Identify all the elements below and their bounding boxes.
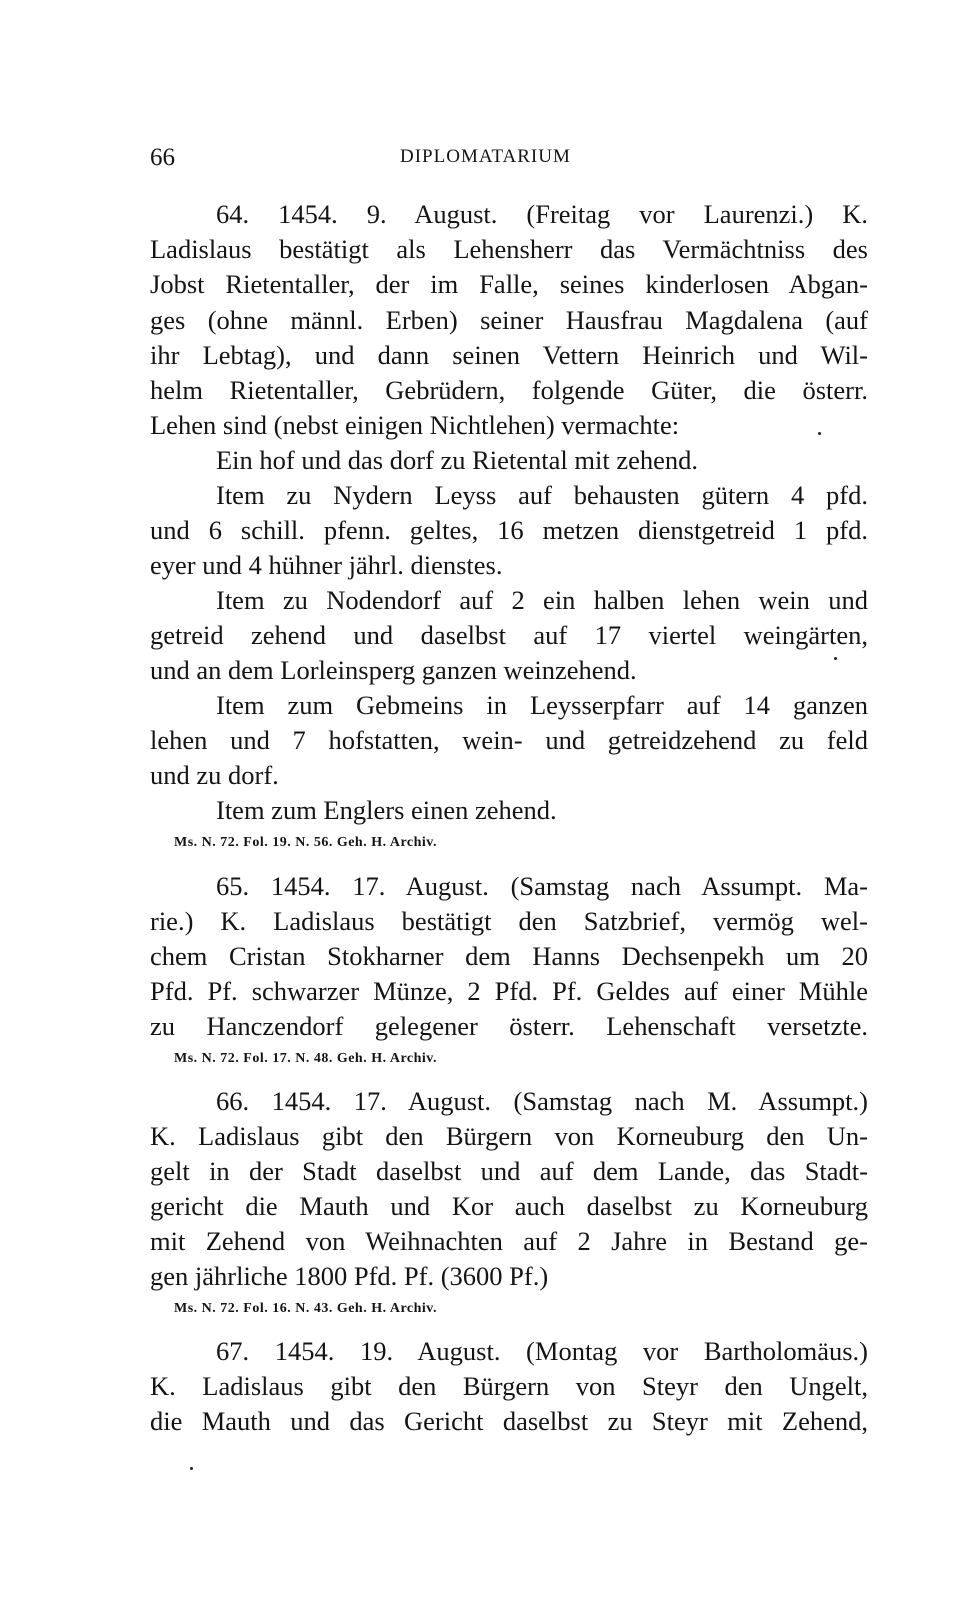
text-line: und an dem Lorleinsperg ganzen weinzehend. — [150, 655, 637, 685]
text-line: getreid zehend und daselbst auf 17 viertel weingärten, — [150, 620, 868, 650]
source-citation: Ms. N. 72. Fol. 16. N. 43. Geh. H. Archiv. — [174, 1301, 438, 1316]
text-line: gelt in der Stadt daselbst und auf dem Lande, das Stadt- — [150, 1156, 868, 1186]
text-line: ihr Lebtag), und dann seinen Vettern Heinrich und Wil- — [150, 340, 868, 370]
text-line: gen jährliche 1800 Pfd. Pf. (3600 Pf.) — [150, 1261, 549, 1291]
page-number: 66 — [150, 144, 175, 171]
text-line: zu Hanczendorf gelegener österr. Lehenschaft versetzte. — [150, 1011, 868, 1041]
text-line: und 6 schill. pfenn. geltes, 16 metzen dienstgetreid 1 pfd. — [150, 515, 868, 545]
text-line: 67. 1454. 19. August. (Montag vor Bartholomäus.) — [216, 1336, 868, 1366]
text-line: Pfd. Pf. schwarzer Münze, 2 Pfd. Pf. Geldes auf einer Mühle — [150, 976, 868, 1006]
source-citation: Ms. N. 72. Fol. 19. N. 56. Geh. H. Archiv. — [174, 835, 438, 850]
text-line: gericht die Mauth und Kor auch daselbst zu Korneuburg — [150, 1191, 868, 1221]
text-line: Ein hof und das dorf zu Rietental mit zehend. — [216, 445, 699, 475]
text-line: 65. 1454. 17. August. (Samstag nach Assumpt. Ma- — [216, 871, 868, 901]
text-line: ges (ohne männl. Erben) seiner Hausfrau Magdalena (auf — [150, 305, 868, 335]
text-line: Item zu Nydern Leyss auf behausten gütern 4 pfd. — [216, 480, 868, 510]
text-line: rie.) K. Ladislaus bestätigt den Satzbrief, vermög wel- — [150, 906, 868, 936]
text-line: Ladislaus bestätigt als Lehensherr das Vermächtniss des — [150, 234, 868, 264]
text-line: mit Zehend von Weihnachten auf 2 Jahre in Bestand ge- — [150, 1226, 868, 1256]
text-line: lehen und 7 hofstatten, wein- und getreidzehend zu feld — [150, 725, 868, 755]
text-line: 64. 1454. 9. August. (Freitag vor Laurenzi.) K. — [216, 199, 868, 229]
text-line: K. Ladislaus gibt den Bürgern von Steyr den Ungelt, — [150, 1371, 868, 1401]
scan-speck — [190, 1467, 193, 1470]
text-line: Item zum Englers einen zehend. — [216, 795, 557, 825]
text-line: chem Cristan Stokharner dem Hanns Dechsenpekh um 20 — [150, 941, 868, 971]
text-line: die Mauth und das Gericht daselbst zu Steyr mit Zehend, — [150, 1406, 868, 1436]
page-header — [150, 144, 868, 178]
text-line: eyer und 4 hühner jährl. dienstes. — [150, 550, 503, 580]
running-title: DIPLOMATARIUM — [400, 146, 571, 167]
scan-speck — [834, 657, 837, 660]
text-line: helm Rietentaller, Gebrüdern, folgende Güter, die österr. — [150, 375, 868, 405]
text-line: Item zum Gebmeins in Leysserpfarr auf 14 ganzen — [216, 690, 868, 720]
text-line: Lehen sind (nebst einigen Nichtlehen) vermachte: — [150, 410, 680, 440]
scan-speck — [818, 432, 821, 435]
text-line: 66. 1454. 17. August. (Samstag nach M. Assumpt.) — [216, 1086, 868, 1116]
text-line: und zu dorf. — [150, 760, 279, 790]
text-line: K. Ladislaus gibt den Bürgern von Korneuburg den Un- — [150, 1121, 868, 1151]
text-line: Item zu Nodendorf auf 2 ein halben lehen wein und — [216, 585, 868, 615]
text-line: Jobst Rietentaller, der im Falle, seines kinderlosen Abgan- — [150, 269, 868, 299]
source-citation: Ms. N. 72. Fol. 17. N. 48. Geh. H. Archiv. — [174, 1051, 438, 1066]
